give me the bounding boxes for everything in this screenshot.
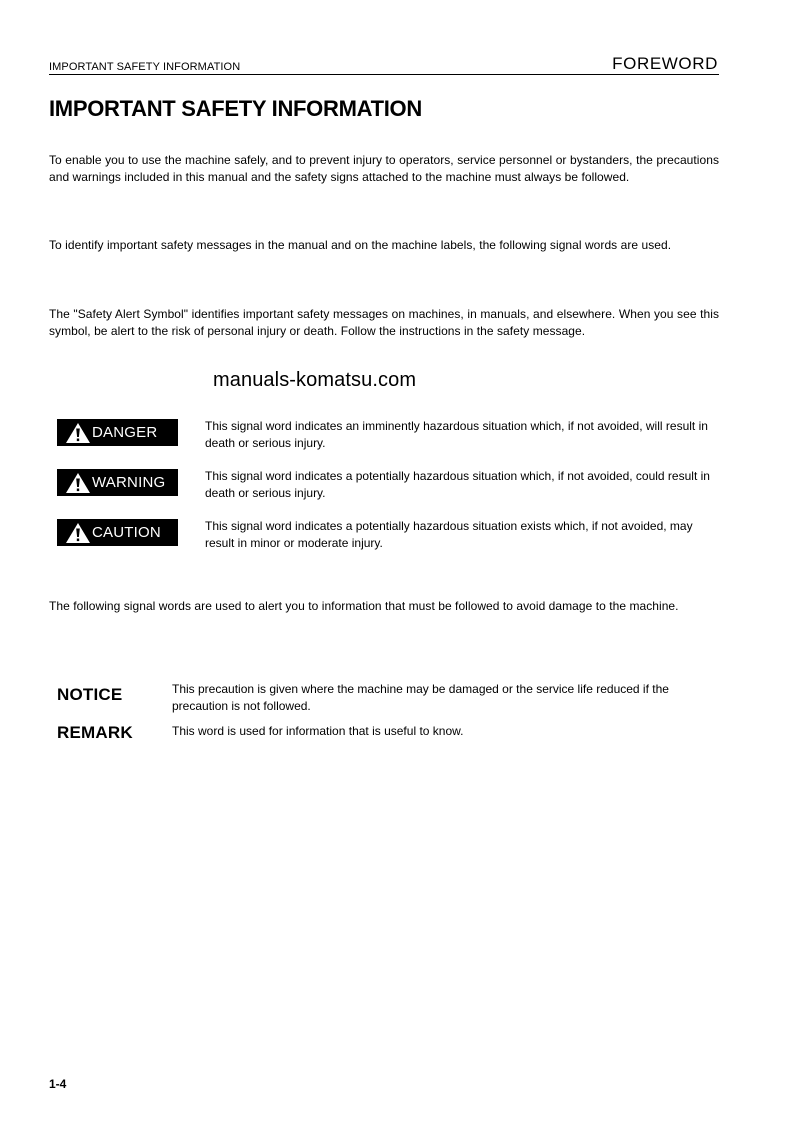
safety-alert-icon bbox=[65, 422, 91, 444]
safety-alert-icon bbox=[65, 522, 91, 544]
warning-label: WARNING bbox=[92, 474, 166, 491]
signal-row-danger bbox=[57, 418, 719, 458]
signal-words-paragraph: To identify important safety messages in the manual and on the machine labels, the following signal words are used. bbox=[49, 238, 672, 252]
header-divider bbox=[49, 74, 719, 75]
safety-alert-icon bbox=[65, 472, 91, 494]
danger-description: This signal word indicates an imminently hazardous situation which, if not avoided, will result in death or serious injury. bbox=[205, 419, 708, 450]
signal-row-caution bbox=[57, 518, 719, 558]
alert-symbol-paragraph: The "Safety Alert Symbol" identifies important safety messages on machines, in manuals, and elsewhere. When you see this symbol, be alert to the risk of personal injury or death. Follow the instructions in the safety message. bbox=[49, 307, 719, 338]
page-title: IMPORTANT SAFETY INFORMATION bbox=[49, 96, 422, 121]
page-number: 1-4 bbox=[49, 1077, 67, 1091]
danger-label: DANGER bbox=[92, 424, 158, 441]
running-header-section: IMPORTANT SAFETY INFORMATION bbox=[49, 61, 241, 73]
warning-badge bbox=[57, 469, 178, 496]
notice-description: This precaution is given where the machine may be damaged or the service life reduced if the precaution is not followed. bbox=[172, 682, 669, 713]
caution-label: CAUTION bbox=[92, 524, 161, 541]
intro-paragraph: To enable you to use the machine safely, and to prevent injury to operators, service personnel or bystanders, the precautions and warnings included in this manual and the safety signs attached to the machine must always be followed. bbox=[49, 153, 719, 184]
caution-description: This signal word indicates a potentially hazardous situation exists which, if not avoided, may result in minor or moderate injury. bbox=[205, 519, 693, 550]
remark-label: REMARK bbox=[57, 723, 133, 742]
signal-row-warning bbox=[57, 468, 719, 508]
watermark-text: manuals-komatsu.com bbox=[213, 369, 417, 391]
caution-badge bbox=[57, 519, 178, 546]
remark-description: This word is used for information that is useful to know. bbox=[172, 724, 464, 738]
notice-label: NOTICE bbox=[57, 685, 123, 704]
damage-words-paragraph: The following signal words are used to alert you to information that must be followed to avoid damage to the machine. bbox=[49, 599, 679, 613]
running-header-chapter: FOREWORD bbox=[612, 54, 718, 73]
danger-badge bbox=[57, 419, 178, 446]
warning-description: This signal word indicates a potentially hazardous situation which, if not avoided, could result in death or serious injury. bbox=[205, 469, 710, 500]
